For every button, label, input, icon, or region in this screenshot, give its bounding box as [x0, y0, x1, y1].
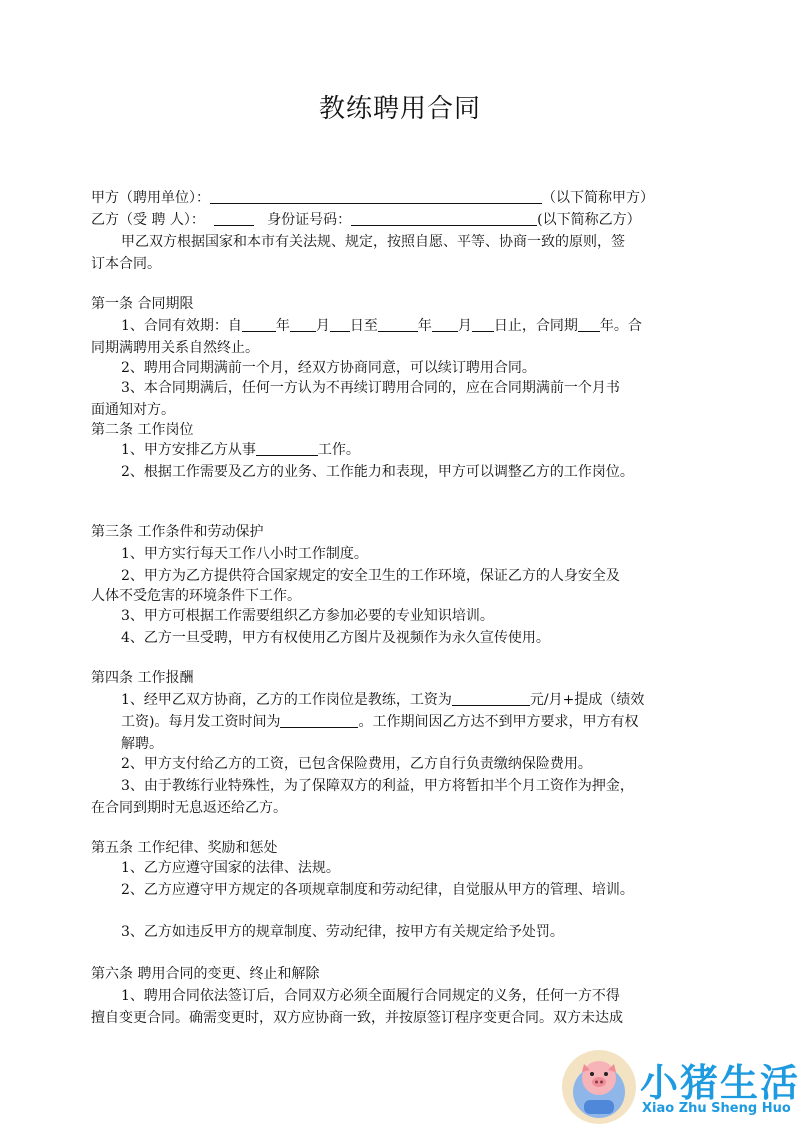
party-b-suffix: (以下简称乙方）: [537, 212, 641, 228]
party-b-id-label: 身份证号码：: [267, 212, 352, 228]
intro-line-1: 甲乙双方根据国家和本市有关法规、规定，按照自愿、平等、协商一致的原则，签: [121, 234, 625, 250]
section-6-heading: 第六条 聘用合同的变更、终止和解除: [91, 966, 320, 982]
s4-item-1-terms: 。工作期间因乙方达不到甲方要求，甲方有权: [358, 714, 639, 730]
s3-item-2-cont: 人体不受危害的环境条件下工作。: [91, 588, 301, 604]
s4-item-3: 3、由于教练行业特殊性，为了保障双方的利益，甲方将暂扣半个月工资作为押金，: [121, 778, 634, 794]
s2-item-1-text: 1、甲方安排乙方从事: [121, 442, 256, 458]
section-5-heading: 第五条 工作纪律、奖励和惩处: [91, 840, 278, 856]
blank: [290, 317, 316, 332]
salary-blank: [452, 691, 530, 706]
day-to-label: 日止，合同期: [493, 318, 578, 334]
document-title: 教练聘用合同: [318, 94, 481, 124]
s4-item-1: [121, 690, 644, 710]
month-label: 月: [315, 318, 330, 334]
s2-item-1-suffix: 工作。: [317, 442, 360, 458]
party-a-suffix: （以下简称甲方）: [542, 190, 654, 206]
section-3-heading: 第三条 工作条件和劳动保护: [91, 524, 264, 540]
blank: [432, 317, 458, 332]
party-b-label: 乙方（受 聘 人）：: [91, 212, 205, 228]
s4-item-1-text: 1、经甲乙双方协商，乙方的工作岗位是教练，工资为: [121, 692, 452, 708]
party-a-label: 甲方（聘用单位）：: [91, 190, 210, 206]
blank: [330, 317, 350, 332]
logo-english-text: Xiao Zhu Sheng Huo: [642, 1101, 791, 1116]
s5-item-1: 1、乙方应遵守国家的法律、法规。: [121, 860, 340, 876]
logo-chinese-text: 小猪生活: [640, 1061, 800, 1105]
watermark-logo: [560, 1046, 800, 1131]
s3-item-2: 2、甲方为乙方提供符合国家规定的安全卫生的工作环境，保证乙方的人身安全及: [121, 568, 620, 584]
year-label: 年: [417, 318, 432, 334]
party-a-line: [91, 188, 654, 208]
section-2-heading: 第二条 工作岗位: [91, 422, 194, 438]
s2-item-2: 2、根据工作需要及乙方的业务、工作能力和表现，甲方可以调整乙方的工作岗位。: [121, 464, 634, 480]
month-label: 月: [457, 318, 472, 334]
s5-item-3: 3、乙方如违反甲方的规章制度、劳动纪律，按甲方有关规定给予处罚。: [121, 924, 564, 940]
year-label: 年: [275, 318, 290, 334]
pay-date-blank: [280, 713, 358, 728]
party-a-blank: [210, 189, 542, 204]
s6-item-1: 1、聘用合同依法签订后，合同双方必须全面履行合同规定的义务，任何一方不得: [121, 988, 620, 1004]
s1-item-2: 2、聘用合同期满前一个月，经双方协商同意，可以续订聘用合同。: [121, 360, 536, 376]
s4-item-2: 2、甲方支付给乙方的工资，已包含保险费用，乙方自行负责缴纳保险费用。: [121, 756, 592, 772]
s4-item-1-line-2: [121, 712, 638, 732]
party-b-name-blank: [214, 211, 254, 226]
s1-item-3: 3、本合同期满后，任何一方认为不再续订聘用合同的，应在合同期满前一个月书: [121, 380, 620, 396]
intro-line-2: 订本合同。: [91, 256, 161, 272]
s3-item-1: 1、甲方实行每天工作八小时工作制度。: [121, 546, 368, 562]
s6-item-1-cont: 擅自变更合同。确需变更时，双方应协商一致，并按原签订程序变更合同。双方未达成: [91, 1010, 623, 1026]
year-end-label: 年。合: [599, 318, 642, 334]
pig-mascot-icon: [560, 1048, 638, 1126]
s3-item-4: 4、乙方一旦受聘，甲方有权使用乙方图片及视频作为永久宣传使用。: [121, 630, 550, 646]
s4-item-1-line-3: 解聘。: [121, 736, 163, 752]
job-blank: [256, 441, 318, 456]
s1-item-1-cont: 同期满聘用关系自然终止。: [91, 340, 259, 356]
pay-date-text: 工资)。每月发工资时间为: [121, 714, 281, 730]
s5-item-2: 2、乙方应遵守甲方规定的各项规章制度和劳动纪律，自觉服从甲方的管理、培训。: [121, 882, 634, 898]
blank: [472, 317, 494, 332]
blank: [578, 317, 600, 332]
party-b-line: [91, 210, 641, 230]
day-from-label: 日至: [349, 318, 378, 334]
s3-item-3: 3、甲方可根据工作需要组织乙方参加必要的专业知识培训。: [121, 608, 494, 624]
s4-item-1-unit: 元/月+提成（绩效: [529, 692, 645, 708]
section-4-heading: 第四条 工作报酬: [91, 670, 194, 686]
blank: [242, 317, 276, 332]
s2-item-1: [121, 440, 360, 460]
blank: [378, 317, 418, 332]
s4-item-3-cont: 在合同到期时无息返还给乙方。: [91, 800, 287, 816]
s1-item-1-text: 1、合同有效期：自: [121, 318, 242, 334]
s1-item-3-cont: 面通知对方。: [91, 402, 175, 418]
party-b-id-blank: [351, 211, 537, 226]
s1-item-1: [121, 316, 642, 336]
section-1-heading: 第一条 合同期限: [91, 296, 194, 312]
